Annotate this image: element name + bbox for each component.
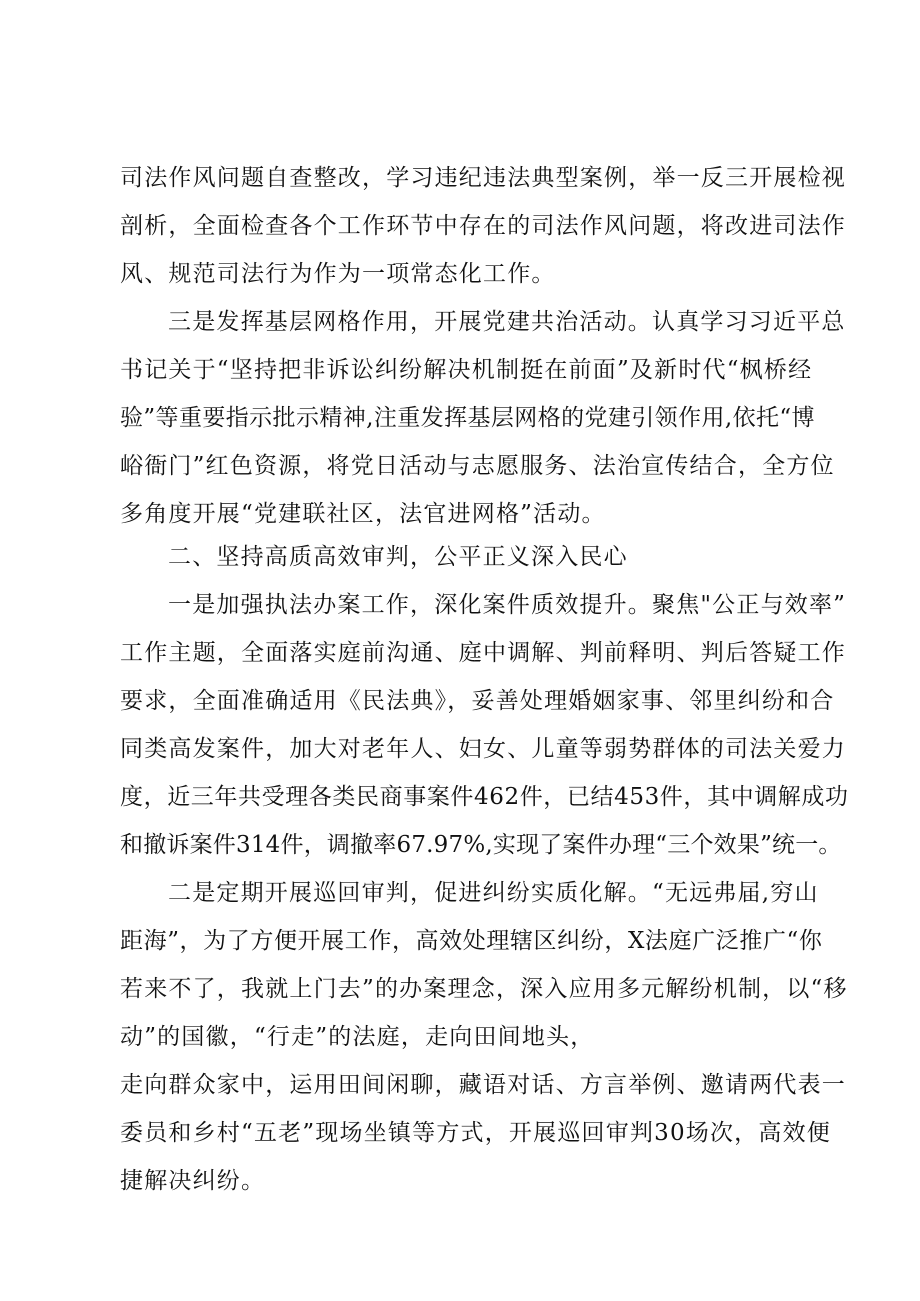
text-line: 工作主题，全面落实庭前沟通、庭中调解、判前释明、判后答疑工作: [120, 640, 846, 666]
text-line: 委员和乡村“五老”现场坐镇等方式，开展巡回审判30场次，高效便: [120, 1120, 831, 1146]
text-line: 峪衙门”红色资源，将党日活动与志愿服务、法治宣传结合，全方位: [120, 453, 835, 479]
text-line: 验”等重要指示批示精神,注重发挥基层网格的党建引领作用,依托“博: [120, 405, 815, 431]
text-line: 动”的国徽，“行走”的法庭，走向田间地头，: [120, 1024, 595, 1050]
text-line: 同类高发案件，加大对老年人、妇女、儿童等弱势群体的司法关爱力: [120, 736, 846, 762]
text-line: 度，近三年共受理各类民商事案件462件，已结453件，其中调解成功: [120, 784, 849, 810]
text-line: 一是加强执法办案工作，深化案件质效提升。聚焦"公正与效率”: [168, 592, 847, 618]
text-line: 若来不了，我就上门去”的办案理念，深入应用多元解纷机制，以“移: [120, 976, 848, 1002]
text-line: 走向群众家中，运用田间闲聊，藏语对话、方言举例、邀请两代表一: [120, 1072, 846, 1098]
text-line: 剖析，全面检查各个工作环节中存在的司法作风问题，将改进司法作: [120, 213, 846, 239]
text-line: 多角度开展“党建联社区，法官进网格”活动。: [120, 501, 606, 527]
text-line: 和撤诉案件314件，调撤率67.97%,实现了案件办理“三个效果”统一。: [120, 832, 842, 858]
section-heading: 二、坚持高质高效审判，公平正义深入民心: [168, 544, 628, 570]
text-line: 书记关于“坚持把非诉讼纠纷解决机制挺在前面”及新时代“枫桥经: [120, 357, 813, 383]
text-line: 司法作风问题自查整改，学习违纪违法典型案例，举一反三开展检视: [120, 165, 846, 191]
text-line: 捷解决纠纷。: [120, 1168, 266, 1194]
text-line: 风、规范司法行为作为一项常态化工作。: [120, 261, 556, 287]
text-line: 距海”，为了方便开展工作，高效处理辖区纠纷，X法庭广泛推广“你: [120, 928, 823, 954]
text-line: 二是定期开展巡回审判，促进纠纷实质化解。“无远弗届,穷山: [168, 880, 819, 906]
text-line: 三是发挥基层网格作用，开展党建共治活动。认真学习习近平总: [168, 309, 846, 335]
text-line: 要求，全面准确适用《民法典》，妥善处理婚姻家事、邻里纠纷和合: [120, 688, 835, 714]
